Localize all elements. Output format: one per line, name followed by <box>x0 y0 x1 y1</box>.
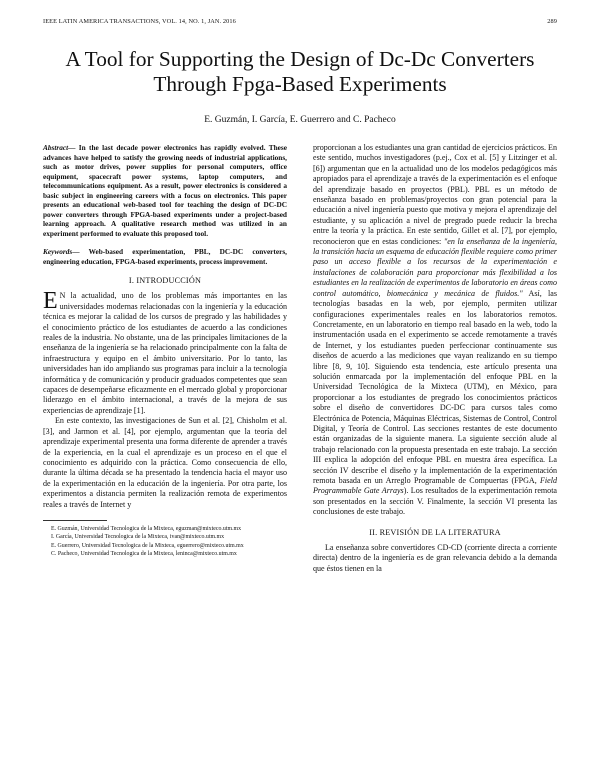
author-footnotes <box>43 526 287 559</box>
journal-name: IEEE LATIN AMERICA TRANSACTIONS, VOL. 14, NO. 1, JAN. 2016 <box>43 18 236 25</box>
intro-paragraph-1 <box>43 288 287 416</box>
drop-cap: E <box>43 288 58 315</box>
abstract <box>43 143 287 238</box>
running-head <box>43 18 557 25</box>
left-column <box>43 143 287 559</box>
fpga-expansion: Field Programmable Gate Arrays <box>313 476 557 496</box>
section-heading-introduction: I. INTRODUCCIÓN <box>128 276 202 285</box>
intro-text: proporcionan a los estudiantes una gran cantidad de ejercicios prácticos. En este sentido, muchos investigadores (p.ej., Cox et al. [5] y Litzinger et al. [6]) argumentan que en la actualidad uno de los modelos pedagógicos más apropiados para el aprendizaje a través de la experimentación es el enfoque del aprendizaje basado en proyectos (PBL). PBL es un método de enseñanza basado en problemas/proyectos con gran potencial para la educación a nivel ingeniería puesto que motiva y mejora el aprendizaje del estudiante, y su aplicación a nivel de pregrado puede reducir la brecha entre la teoría y la práctica. En este sentido, Gillet et al. [7], por ejemplo, reconocieron que en estas condiciones: <box>313 143 557 246</box>
footnote: I. García, Universidad Tecnologica de la Mixteca, ivan@mixteco.utm.mx <box>51 534 225 541</box>
keywords-text: — Web-based experimentation, PBL, DC-DC converters, engineering education, FPGA-based experiments, process improvement. <box>43 247 287 266</box>
footnote-divider <box>43 520 107 521</box>
right-column <box>313 143 557 574</box>
intro-paragraph-1-text: N la actualidad, uno de los problemas más importantes en las universidades modernas relacionadas con la ingeniería y la educación técnica es mejorar la calidad de los cursos de pregrado y las habilidades y el conocimiento práctico de los estudiantes de acuerdo a las condiciones reales de la industria. No obstante, una de las principales limitaciones de la enseñanza de la ingeniería se ha relacionado principalmente con la falta de infraestructura y equipo en el ámbito universitario. Por lo tanto, las universidades han ido ampliando sus programas para incluir a la tecnología informática y de comunicación y producir graduados competentes que sean capaces de desempeñarse eficazmente en el mercado global y proporcionar liderazgo en el ámbito internacional, a través de la mejora de sus experiencias de aprendizaje [1]. <box>43 291 287 415</box>
keywords <box>43 247 287 266</box>
author-list: E. Guzmán, I. García, E. Guerrero and C. Pacheco <box>204 115 396 125</box>
footnote: E. Guzmán, Universidad Tecnologica de la Mixteca, eguzman@mixteco.utm.mx <box>51 525 242 532</box>
gillet-quote: "en la enseñanza de la ingeniería, la transición hacia un esquema de educación flexible requiere como primer paso un acceso flexible a los recursos de la experimentación e instalaciones de colaboración para proporcionar más flexibilidad a los estudiantes en la realización de experimentos de laboratorio en áreas como control automático, biomecánica y mecánica de fluidos." <box>313 236 557 298</box>
intro-paragraph-3 <box>313 143 557 518</box>
literature-paragraph-1: La enseñanza sobre convertidores CD-CD (corriente directa a corriente directa) dentro de la ingeniería es de gran relevancia debido a la demanda que éstos tienen en la <box>313 543 557 573</box>
footnote: C. Pacheco, Universidad Tecnologica de la Mixteca, leninca@mixteco.utm.mx <box>51 551 237 558</box>
page-number: 289 <box>547 18 557 25</box>
keywords-label: Keywords <box>43 247 73 256</box>
abstract-text: — In the last decade power electronics has rapidly evolved. These advances have helped to satisfy the growing needs of industrial applications, such as motor drives, power supplies for personal computers, office equipment, spacecraft power systems, laptop computers, and telecommunications equipment. As a result, power electronics is considered a basic subject in engineering careers with a focus on electronics. This paper presents an educational web-based tool for teaching the design of DC-DC power converters through FPGA-based experiments under a project-based learning approach. A qualitative research method was utilized in an experiment performed to evaluate this proposed tool. <box>43 143 287 238</box>
intro-text-end: ). Los resultados de la experimentación remota son presentados en la sección V. Finalmente, la sección VI presenta las conclusiones de este trabajo. <box>313 486 557 517</box>
intro-text-continued: Así, las tecnologías basadas en la web, por ejemplo, permiten utilizar configuraciones experimentales reales en los laboratorios remotos. Concretamente, en un laboratorio en tiempo real basado en la web, todo la instrumentación usada en el experimento se accede remotamente a través de Internet, y los estudiantes pueden perfeccionar continuamente sus diseños de acuerdo a las mediciones que vayan realizando en su tiempo libre [8, 9, 10]. Siguiendo esta tendencia, este artículo presenta una solución enmarcada por la implementación del enfoque PBL en la Universidad Tecnológica de la Mixteca (UTM), en México, para proporcionar a los estudiantes de pregrado los conocimientos prácticos sobre el diseño de convertidores DC-DC para cursos tales como Electrónica de Potencia, Máquinas Eléctricas, Sistemas de Control, Control Digital, y Teoría de Control. Las secciones restantes de este documento están organizadas de la siguiente manera. La siguiente sección alude al trabajo relacionado con la propuesta presentada en este trabajo. La sección III explica la adopción del enfoque PBL en muestra área específica. La sección IV describe el diseño y la implementación de la experimentación remota basada en un Arreglo Programable de Compuertas (FPGA, <box>313 288 557 485</box>
paper-title: A Tool for Supporting the Design of Dc-Dc Converters Through Fpga-Based Experiments <box>65 47 535 96</box>
intro-paragraph-2: En este contexto, las investigaciones de Sun et al. [2], Chisholm et al. [3], and Jarmon et al. [4], por ejemplo, argumentan que la teoría del aprendizaje experimental presenta una forma diferente de aprender a través de la experiencia, en la cual el aprendizaje es un proceso en el que el conocimiento es adquirido con la práctica. Como consecuencia de ello, durante la última década se ha presentado la tendencia hacia el mayor uso de la experimentación en la educación de la ingeniería. Por otra parte, los experimentos a distancia permiten la realización remota de experimentos reales a través de Internet y <box>43 416 287 509</box>
footnote: E. Guerrero, Universidad Tecnologica de la Mixteca, eguerrero@mixteco.utm.mx <box>51 542 244 549</box>
section-heading-literature-review: II. REVISIÓN DE LA LITERATURA <box>369 527 501 537</box>
abstract-label: Abstract <box>43 143 69 152</box>
